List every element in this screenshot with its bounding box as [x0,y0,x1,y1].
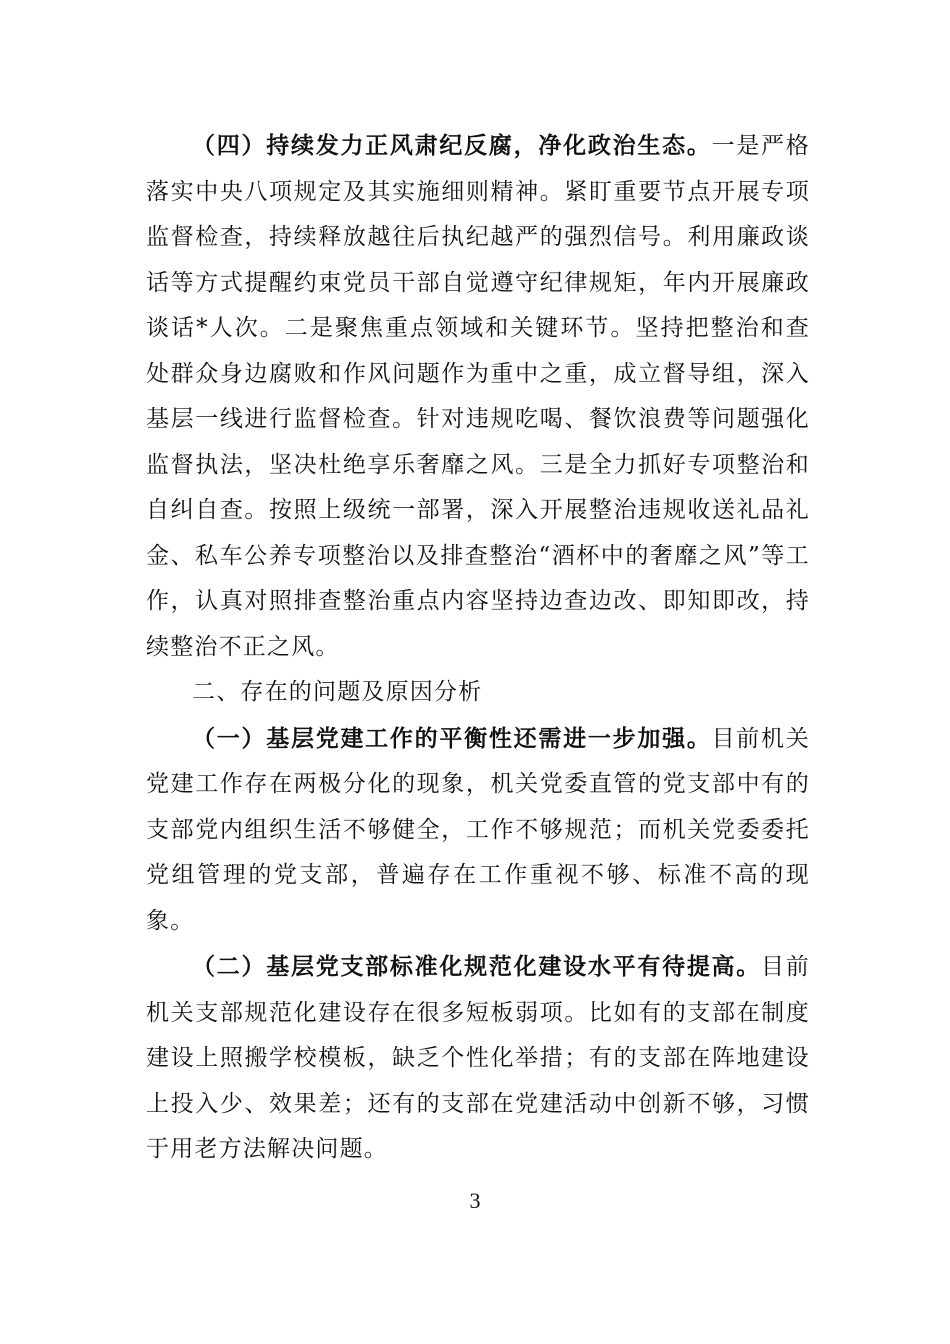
paragraph-section-4 [146,123,810,670]
document-body [146,123,810,1173]
paragraph-text: 一是严格落实中央八项规定及其实施细则精神。紧盯重要节点开展专项监督检查，持续释放越往后执纪越严的强烈信号。利用廉政谈话等方式提醒约束党员干部自觉遵守纪律规矩，年内开展廉政谈话*人次。二是聚焦重点领域和关键环节。坚持把整治和查处群众身边腐败和作风问题作为重中之重，成立督导组，深入基层一线进行监督检查。针对违规吃喝、餐饮浪费等问题强化监督执法，坚决杜绝享乐奢靡之风。三是全力抓好专项整治和自纠自查。按照上级统一部署，深入开展整治违规收送礼品礼金、私车公养专项整治以及排查整治“酒杯中的奢靡之风”等工作，认真对照排查整治重点内容坚持边查边改、即知即改，持续整治不正之风。 [146,133,810,660]
paragraph-lead: （一）基层党建工作的平衡性还需进一步加强。 [192,724,712,752]
paragraph-text: 目前机关党建工作存在两极分化的现象，机关党委直管的党支部中有的支部党内组织生活不够健全，工作不够规范；而机关党委委托党组管理的党支部，普遍存在工作重视不够、标准不高的现象。 [146,725,810,934]
paragraph-problem-1 [146,716,810,945]
paragraph-lead: （四）持续发力正风肃纪反腐，净化政治生态。 [192,132,712,159]
paragraph-lead: （二）基层党支部标准化规范化建设水平有待提高。 [192,953,762,980]
paragraph-problem-2 [146,944,810,1173]
section-heading: 二、存在的问题及原因分析 [192,679,483,705]
page-number: 3 [469,1188,481,1213]
paragraph-text: 目前机关支部规范化建设存在很多短板弱项。比如有的支部在制度建设上照搬学校模板，缺乏个性化举措；有的支部在阵地建设上投入少、效果差；还有的支部在党建活动中创新不够，习惯于用老方法解决问题。 [146,954,810,1162]
